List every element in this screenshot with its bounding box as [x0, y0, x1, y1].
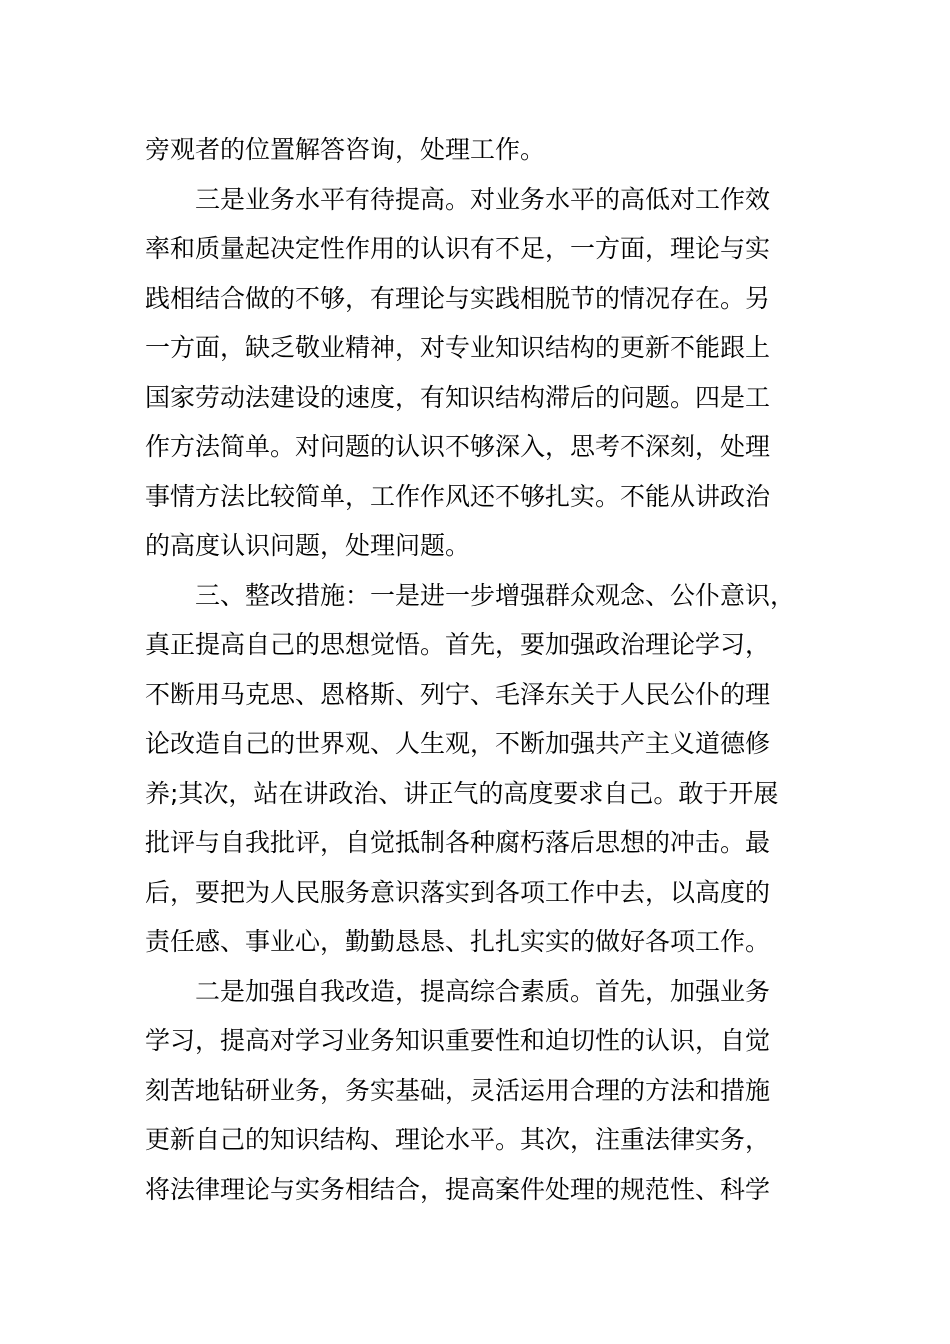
text-line: 学习，提高对学习业务知识重要性和迫切性的认识，自觉	[145, 1026, 771, 1055]
text-line: 将法律理论与实务相结合，提高案件处理的规范性、科学	[145, 1174, 771, 1204]
text-line: 国家劳动法建设的速度，有知识结构滞后的问题。四是工	[145, 382, 771, 412]
text-line: 刻苦地钻研业务，务实基础，灵活运用合理的方法和措施	[145, 1075, 771, 1105]
text-line: 践相结合做的不够，有理论与实践相脱节的情况存在。另	[145, 283, 771, 313]
text-line: 后，要把为人民服务意识落实到各项工作中去，以高度的	[145, 877, 771, 907]
text-line: 真正提高自己的思想觉悟。首先，要加强政治理论学习，	[145, 630, 771, 659]
text-line: 不断用马克思、恩格斯、列宁、毛泽东关于人民公仆的理	[145, 679, 771, 709]
text-line: 作方法简单。对问题的认识不够深入，思考不深刻，处理	[145, 432, 771, 461]
text-line: 三是业务水平有待提高。对业务水平的高低对工作效	[195, 184, 771, 214]
text-line: 率和质量起决定性作用的认识有不足，一方面，理论与实	[145, 234, 771, 263]
text-line: 论改造自己的世界观、人生观，不断加强共产主义道德修	[145, 729, 771, 758]
text-line: 的高度认识问题，处理问题。	[145, 531, 471, 560]
document-body	[145, 125, 845, 1214]
text-line: 二是加强自我改造，提高综合素质。首先，加强业务	[195, 976, 771, 1006]
text-line: 更新自己的知识结构、理论水平。其次，注重法律实务，	[145, 1125, 771, 1154]
text-line: 旁观者的位置解答咨询，处理工作。	[145, 135, 546, 164]
text-line: 批评与自我批评，自觉抵制各种腐朽落后思想的冲击。最	[145, 828, 771, 857]
text-line: 三、整改措施：一是进一步增强群众观念、公仆意识，	[195, 580, 796, 610]
text-line: 事情方法比较简单，工作作风还不够扎实。不能从讲政治	[145, 481, 771, 511]
text-line: 养;其次，站在讲政治、讲正气的高度要求自己。敢于开展	[145, 778, 779, 808]
text-line: 责任感、事业心，勤勤恳恳、扎扎实实的做好各项工作。	[145, 927, 771, 956]
text-line: 一方面，缺乏敬业精神，对专业知识结构的更新不能跟上	[145, 333, 771, 362]
